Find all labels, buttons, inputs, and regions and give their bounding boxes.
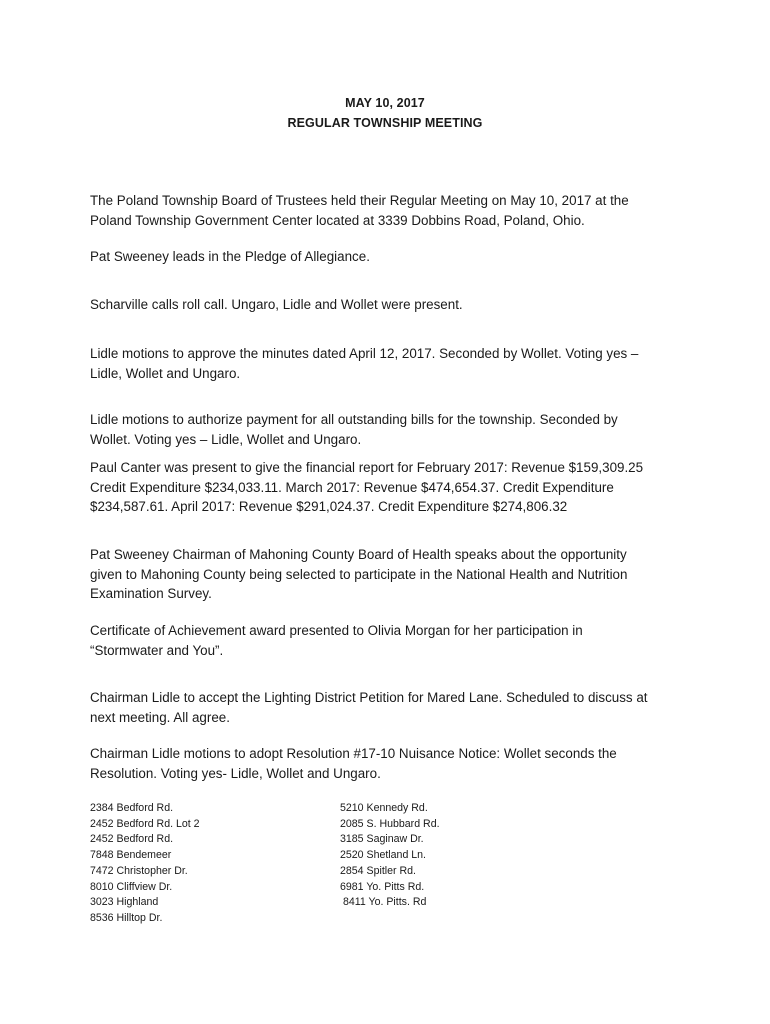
address-item: 8411 Yo. Pitts. Rd <box>340 896 427 909</box>
address-item: 3023 Highland <box>90 896 159 909</box>
address-item: 2520 Shetland Ln. <box>340 849 427 862</box>
address-item: 8010 Cliffview Dr. <box>90 880 173 893</box>
text-line: given to Mahoning County being selected to participate in the National Health and Nutrition <box>90 566 628 582</box>
text-line: Pat Sweeney Chairman of Mahoning County Board of Health speaks about the opportunity <box>90 547 627 562</box>
address-item: 6981 Yo. Pitts Rd. <box>340 880 425 893</box>
paragraph-financial-report <box>90 458 680 517</box>
address-item: 2085 S. Hubbard Rd. <box>340 817 440 830</box>
paragraph-lighting-petition <box>90 688 680 727</box>
address-list-right <box>340 801 440 911</box>
text-line: Chairman Lidle motions to adopt Resolution #17-10 Nuisance Notice: Wollet seconds the <box>90 746 617 761</box>
address-item: 2452 Bedford Rd. Lot 2 <box>90 817 200 830</box>
address-item: 7848 Bendemeer <box>90 849 172 862</box>
text-line: Credit Expenditure $234,033.11. March 2017: Revenue $474,654.37. Credit Expenditure <box>90 479 614 495</box>
paragraph-meeting-intro <box>90 191 680 230</box>
text-line: “Stormwater and You”. <box>90 642 224 658</box>
text-line: Certificate of Achievement award presented to Olivia Morgan for her participation in <box>90 623 583 638</box>
text-line: Lidle motions to authorize payment for all outstanding bills for the township. Seconded by <box>90 412 618 427</box>
text-line: Paul Canter was present to give the financial report for February 2017: Revenue $159,309.25 <box>90 460 644 475</box>
text-line: Poland Township Government Center located at 3339 Dobbins Road, Poland, Ohio. <box>90 212 585 228</box>
text-line: Pat Sweeney leads in the Pledge of Allegiance. <box>90 249 370 264</box>
text-line: Chairman Lidle to accept the Lighting District Petition for Mared Lane. Scheduled to discuss at <box>90 690 648 705</box>
text-line: Wollet. Voting yes – Lidle, Wollet and Ungaro. <box>90 431 362 447</box>
address-item: 5210 Kennedy Rd. <box>340 802 428 814</box>
address-item: 2384 Bedford Rd. <box>90 802 174 814</box>
text-line: next meeting. All agree. <box>90 709 230 725</box>
paragraph-board-of-health <box>90 545 680 604</box>
paragraph-bills-payment <box>90 410 680 449</box>
paragraph-roll-call <box>90 295 680 315</box>
text-line: $234,587.61. April 2017: Revenue $291,024.37. Credit Expenditure $274,806.32 <box>90 499 568 514</box>
paragraph-pledge <box>90 247 680 267</box>
meeting-date: MAY 10, 2017 <box>345 96 425 110</box>
text-line: Lidle motions to approve the minutes dated April 12, 2017. Seconded by Wollet. Voting yes – <box>90 346 639 361</box>
address-item: 2452 Bedford Rd. <box>90 833 174 846</box>
meeting-title: REGULAR TOWNSHIP MEETING <box>287 116 483 130</box>
text-line: The Poland Township Board of Trustees held their Regular Meeting on May 10, 2017 at the <box>90 193 629 208</box>
text-line: Lidle, Wollet and Ungaro. <box>90 365 241 381</box>
address-list-left <box>90 801 200 927</box>
text-line: Scharville calls roll call. Ungaro, Lidle and Wollet were present. <box>90 297 463 312</box>
paragraph-certificate-award <box>90 621 680 660</box>
paragraph-nuisance-resolution <box>90 744 680 783</box>
text-line: Resolution. Voting yes- Lidle, Wollet and Ungaro. <box>90 765 381 781</box>
address-item: 3185 Saginaw Dr. <box>340 833 424 846</box>
paragraph-minutes-approval <box>90 344 680 383</box>
address-item: 8536 Hilltop Dr. <box>90 911 163 924</box>
address-item: 2854 Spitler Rd. <box>340 864 416 877</box>
text-line: Examination Survey. <box>90 586 212 601</box>
address-item: 7472 Christopher Dr. <box>90 864 188 877</box>
